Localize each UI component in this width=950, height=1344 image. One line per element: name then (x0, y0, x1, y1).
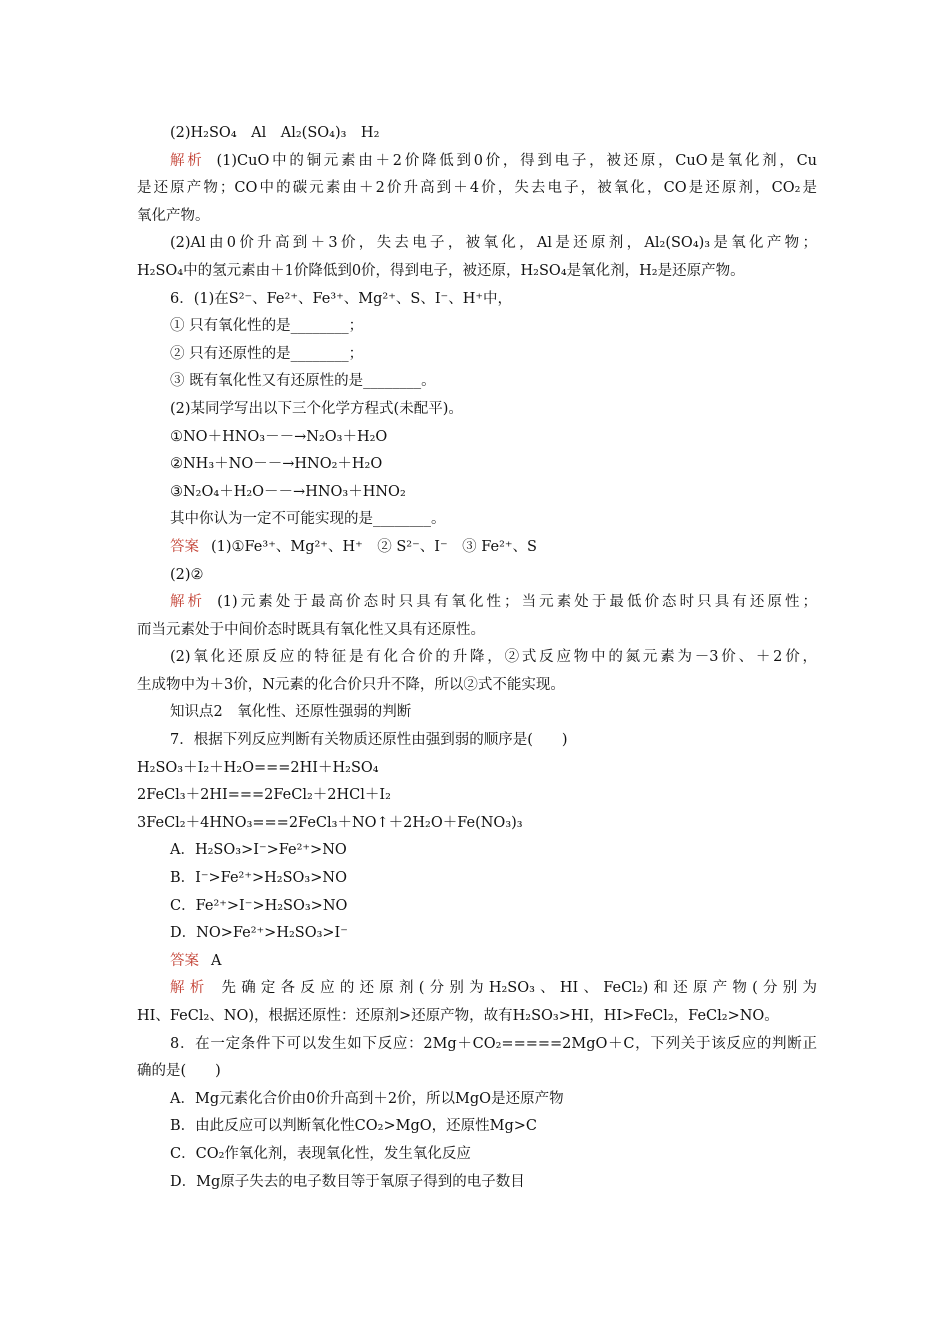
answer-label: 答案 (170, 538, 199, 555)
equation-2: ②NH₃＋NO－－→HNO₂＋H₂O (170, 456, 383, 473)
question-6-blank-1: ① 只有氧化性的是________； (170, 318, 364, 335)
analysis-label: 解析 (170, 152, 205, 169)
question-6-blank-3: ③ 既有氧化性又有还原性的是________。 (170, 373, 436, 390)
answer-line (137, 534, 817, 562)
option-d: D．NO>Fe²⁺>H₂SO₃>I⁻ (170, 925, 348, 942)
equation-line: 3FeCl₂＋4HNO₃===2FeCl₃＋NO↑＋2H₂O＋Fe(NO₃)₃ (137, 814, 523, 831)
answer-label: 答案 (170, 952, 199, 969)
text-line: 是还原产物；CO中的碳元素由＋2价升高到＋4价，失去电子，被氧化，CO是还原剂，CO₂是 (137, 180, 817, 197)
question-6-part-2: (2)某同学写出以下三个化学方程式(未配平)。 (170, 400, 463, 417)
option-c: C．CO₂作氧化剂，表现氧化性，发生氧化反应 (170, 1145, 471, 1162)
text-line: 氧化产物。 (137, 207, 210, 224)
answer-part-2: (2)H₂SO₄ Al Al₂(SO₄)₃ H₂ (170, 125, 380, 141)
analysis-line (137, 975, 817, 1003)
question-7: 7．根据下列反应判断有关物质还原性由强到弱的顺序是( ) (170, 732, 568, 749)
analysis-line (137, 589, 817, 617)
text-line: (2)Al由0价升高到＋3价，失去电子，被氧化，Al是还原剂，Al₂(SO₄)₃是氧化产物； (170, 235, 817, 252)
answer-line (137, 948, 817, 976)
equation-line: 2FeCl₃＋2HI===2FeCl₂＋2HCl＋I₂ (137, 787, 391, 804)
equation-3: ③N₂O₄＋H₂O－－→HNO₃＋HNO₂ (170, 483, 406, 500)
option-a: A．Mg元素化合价由0价升高到＋2价，所以MgO是还原产物 (170, 1090, 564, 1107)
answer-text: (1)①Fe³⁺、Mg²⁺、H⁺ ② S²⁻、I⁻ ③ Fe²⁺、S (211, 538, 537, 555)
analysis-line (137, 148, 817, 176)
text-line: 而当元素处于中间价态时既具有氧化性又具有还原性。 (137, 621, 485, 638)
text-line: 先确定各反应的还原剂(分别为H₂SO₃、HI、FeCl₂)和还原产物(分别为 (221, 980, 818, 997)
option-b: B．I⁻>Fe²⁺>H₂SO₃>NO (170, 870, 347, 887)
question-8: 8．在一定条件下可以发生如下反应：2Mg＋CO₂=====2MgO＋C，下列关于该反应的判断正 (170, 1035, 817, 1052)
answer-text: A (211, 952, 222, 969)
question-6: 6．(1)在S²⁻、Fe²⁺、Fe³⁺、Mg²⁺、S、I⁻、H⁺中， (170, 290, 513, 307)
text-line: 确的是( ) (137, 1063, 221, 1080)
text-line: HI、FeCl₂、NO)，根据还原性：还原剂>还原产物，故有H₂SO₃>HI，HI>FeCl₂，FeCl₂>NO。 (137, 1008, 779, 1024)
question-6-blank-2: ② 只有还原性的是________； (170, 345, 364, 362)
option-c: C．Fe²⁺>I⁻>H₂SO₃>NO (170, 897, 348, 914)
text-line: (1)CuO中的铜元素由＋2价降低到0价，得到电子，被还原，CuO是氧化剂，Cu (216, 152, 818, 169)
option-b: B．由此反应可以判断氧化性CO₂>MgO，还原性Mg>C (170, 1118, 537, 1135)
equation-line: H₂SO₃＋I₂＋H₂O===2HI＋H₂SO₄ (137, 759, 379, 776)
page-content (137, 120, 817, 1196)
question-6-blank-4: 其中你认为一定不可能实现的是________。 (170, 511, 446, 528)
text-line: H₂SO₄中的氢元素由＋1价降低到0价，得到电子，被还原，H₂SO₄是氧化剂，H₂是还原产物。 (137, 262, 745, 279)
text-line: (2)氧化还原反应的特征是有化合价的升降，②式反应物中的氮元素为－3价、＋2价， (170, 649, 817, 666)
text-line: 生成物中为＋3价，N元素的化合价只升不降，所以②式不能实现。 (137, 676, 565, 693)
analysis-label: 解析 (170, 980, 210, 997)
text-line: (1)元素处于最高价态时只具有氧化性；当元素处于最低价态时只具有还原性； (217, 594, 818, 611)
equation-1: ①NO＋HNO₃－－→N₂O₃＋H₂O (170, 428, 388, 445)
answer-text: (2)② (170, 566, 204, 583)
analysis-label: 解析 (170, 594, 206, 611)
option-d: D．Mg原子失去的电子数目等于氧原子得到的电子数目 (170, 1173, 525, 1190)
section-heading: 知识点2 氧化性、还原性强弱的判断 (170, 704, 412, 721)
option-a: A．H₂SO₃>I⁻>Fe²⁺>NO (170, 842, 347, 859)
